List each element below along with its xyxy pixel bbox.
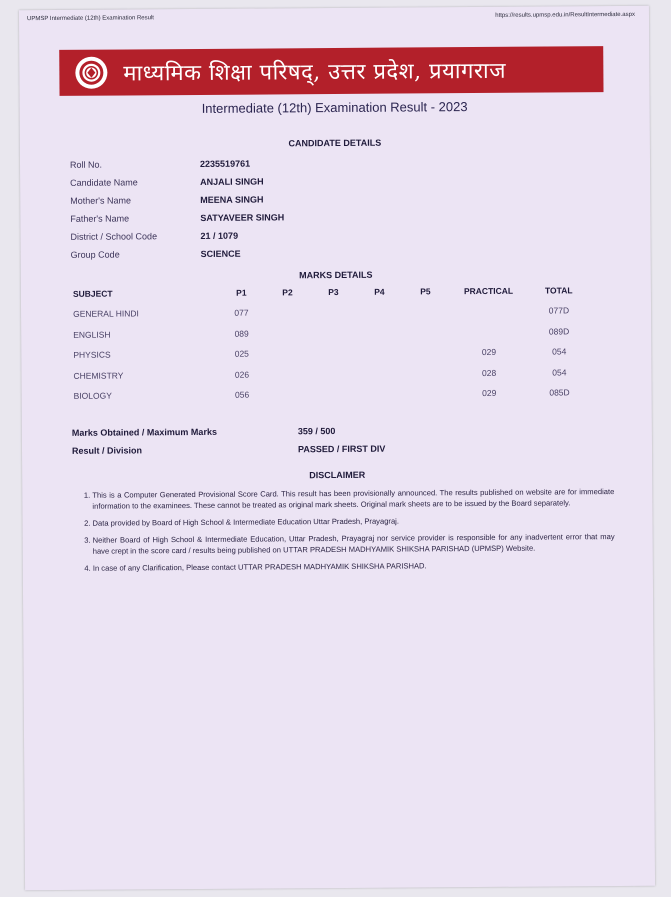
mark-cell: 089 bbox=[234, 328, 249, 339]
detail-label: Group Code bbox=[70, 249, 120, 260]
detail-value: MEENA SINGH bbox=[200, 194, 264, 205]
mark-cell bbox=[357, 322, 403, 343]
mark-cell bbox=[265, 302, 311, 323]
mark-cell: 054 bbox=[552, 346, 567, 357]
column-header: P3 bbox=[328, 286, 339, 298]
mark-cell: 029 bbox=[482, 388, 497, 399]
column-header: SUBJECT bbox=[72, 288, 113, 299]
mark-cell bbox=[357, 343, 403, 364]
column-header: P4 bbox=[374, 286, 385, 297]
disclaimer-item: 4. In case of any Clarification, Please contact UTTAR PRADESH MADHYAMIK SHIKSHA PARISHAD. bbox=[93, 559, 615, 574]
column-header: P5 bbox=[420, 286, 431, 297]
mark-cell bbox=[403, 342, 449, 363]
mark-cell: 085D bbox=[549, 387, 570, 398]
mark-cell bbox=[448, 301, 528, 322]
mark-cell: 077 bbox=[234, 307, 249, 318]
mark-cell bbox=[311, 343, 357, 364]
detail-value: 2235519761 bbox=[199, 158, 251, 169]
result-sheet bbox=[19, 6, 655, 890]
result-division-label: Result / Division bbox=[71, 445, 143, 456]
print-header bbox=[27, 12, 635, 26]
board-logo-icon bbox=[75, 57, 107, 89]
candidate-details-heading: CANDIDATE DETAILS bbox=[288, 137, 382, 149]
mark-cell bbox=[265, 364, 311, 385]
mark-cell: 028 bbox=[481, 367, 497, 378]
mark-cell bbox=[311, 302, 357, 323]
mark-cell: 025 bbox=[234, 348, 249, 359]
detail-label: District / School Code bbox=[70, 231, 158, 242]
print-header-title: UPMSP Intermediate (12th) Examination Result bbox=[26, 15, 154, 23]
detail-label: Mother's Name bbox=[70, 195, 132, 206]
result-summary bbox=[72, 422, 386, 460]
mark-cell bbox=[265, 323, 311, 344]
column-header: P1 bbox=[236, 287, 247, 298]
column-header: TOTAL bbox=[544, 285, 573, 296]
marks-table bbox=[69, 280, 590, 406]
mark-cell bbox=[265, 384, 311, 405]
column-header: P2 bbox=[282, 287, 293, 298]
disclaimer-heading: DISCLAIMER bbox=[309, 469, 366, 481]
disclaimer-list bbox=[78, 486, 615, 580]
detail-label: Candidate Name bbox=[70, 177, 138, 188]
board-banner bbox=[59, 46, 603, 96]
mark-cell bbox=[449, 321, 529, 342]
mark-cell: 077D bbox=[548, 305, 570, 316]
subject-name: GENERAL HINDI bbox=[73, 308, 139, 320]
candidate-details bbox=[70, 154, 285, 263]
candidate-detail-row bbox=[70, 154, 284, 173]
print-header-url: https://results.upmsp.edu.in/ResultIntermediate.aspx bbox=[495, 11, 636, 19]
candidate-detail-row bbox=[70, 226, 284, 245]
subject-name: PHYSICS bbox=[73, 349, 111, 361]
marks-obtained-value: 359 / 500 bbox=[297, 426, 336, 437]
mark-cell: 056 bbox=[234, 389, 250, 400]
detail-value: 21 / 1079 bbox=[200, 230, 239, 241]
mark-cell bbox=[311, 322, 357, 343]
mark-cell bbox=[403, 363, 449, 384]
mark-cell bbox=[357, 363, 403, 384]
mark-cell bbox=[311, 363, 357, 384]
exam-title: Intermediate (12th) Examination Result - 2023 bbox=[201, 99, 468, 116]
mark-cell: 029 bbox=[481, 347, 497, 358]
column-header: PRACTICAL bbox=[463, 285, 514, 297]
subject-name: CHEMISTRY bbox=[73, 370, 124, 381]
detail-value: SATYAVEER SINGH bbox=[200, 212, 285, 223]
mark-cell bbox=[403, 383, 449, 404]
mark-cell bbox=[402, 301, 448, 322]
subject-name: ENGLISH bbox=[73, 329, 111, 340]
marks-obtained-label: Marks Obtained / Maximum Marks bbox=[71, 426, 217, 438]
mark-cell bbox=[265, 343, 311, 364]
mark-cell: 089D bbox=[548, 326, 570, 337]
detail-label: Father's Name bbox=[70, 213, 130, 224]
mark-cell bbox=[357, 384, 403, 405]
result-division-value: PASSED / FIRST DIV bbox=[297, 443, 386, 455]
disclaimer-item: 3. Neither Board of High School & Intermediate Education, Uttar Pradesh, Prayagraj nor service provider is responsible for any inadvertent error that may have crept in the score card / results being published on UTTAR PRADESH MADHYAMIK SHIKSHA PARISHAD (UPMSP) Website. bbox=[93, 531, 615, 557]
detail-value: SCIENCE bbox=[200, 248, 241, 259]
mark-cell: 026 bbox=[234, 369, 250, 380]
board-name: माध्यमिक शिक्षा परिषद्, उत्तर प्रदेश, प्रयागराज bbox=[123, 58, 507, 87]
marks-row bbox=[70, 382, 590, 406]
detail-value: ANJALI SINGH bbox=[200, 176, 264, 187]
candidate-detail-row bbox=[70, 190, 284, 209]
disclaimer-item: 2. Data provided by Board of High School & Intermediate Education Uttar Pradesh, Prayagraj. bbox=[92, 514, 614, 529]
subject-name: BIOLOGY bbox=[73, 390, 112, 402]
mark-cell bbox=[311, 384, 357, 405]
marks-details-heading: MARKS DETAILS bbox=[299, 269, 373, 281]
candidate-detail-row bbox=[70, 172, 284, 191]
mark-cell bbox=[357, 302, 403, 323]
candidate-detail-row bbox=[70, 208, 284, 227]
candidate-detail-row bbox=[71, 244, 285, 263]
detail-label: Roll No. bbox=[69, 159, 103, 170]
mark-cell bbox=[403, 322, 449, 343]
disclaimer-item: 1. This is a Computer Generated Provisional Score Card. This result has been provisionally announced. The results published on website are for immediate information to the examinees. These cannot be treated as original mark sheets. Original mark sheets are to be issued by the Board separately. bbox=[92, 486, 614, 512]
mark-cell: 054 bbox=[552, 367, 567, 378]
